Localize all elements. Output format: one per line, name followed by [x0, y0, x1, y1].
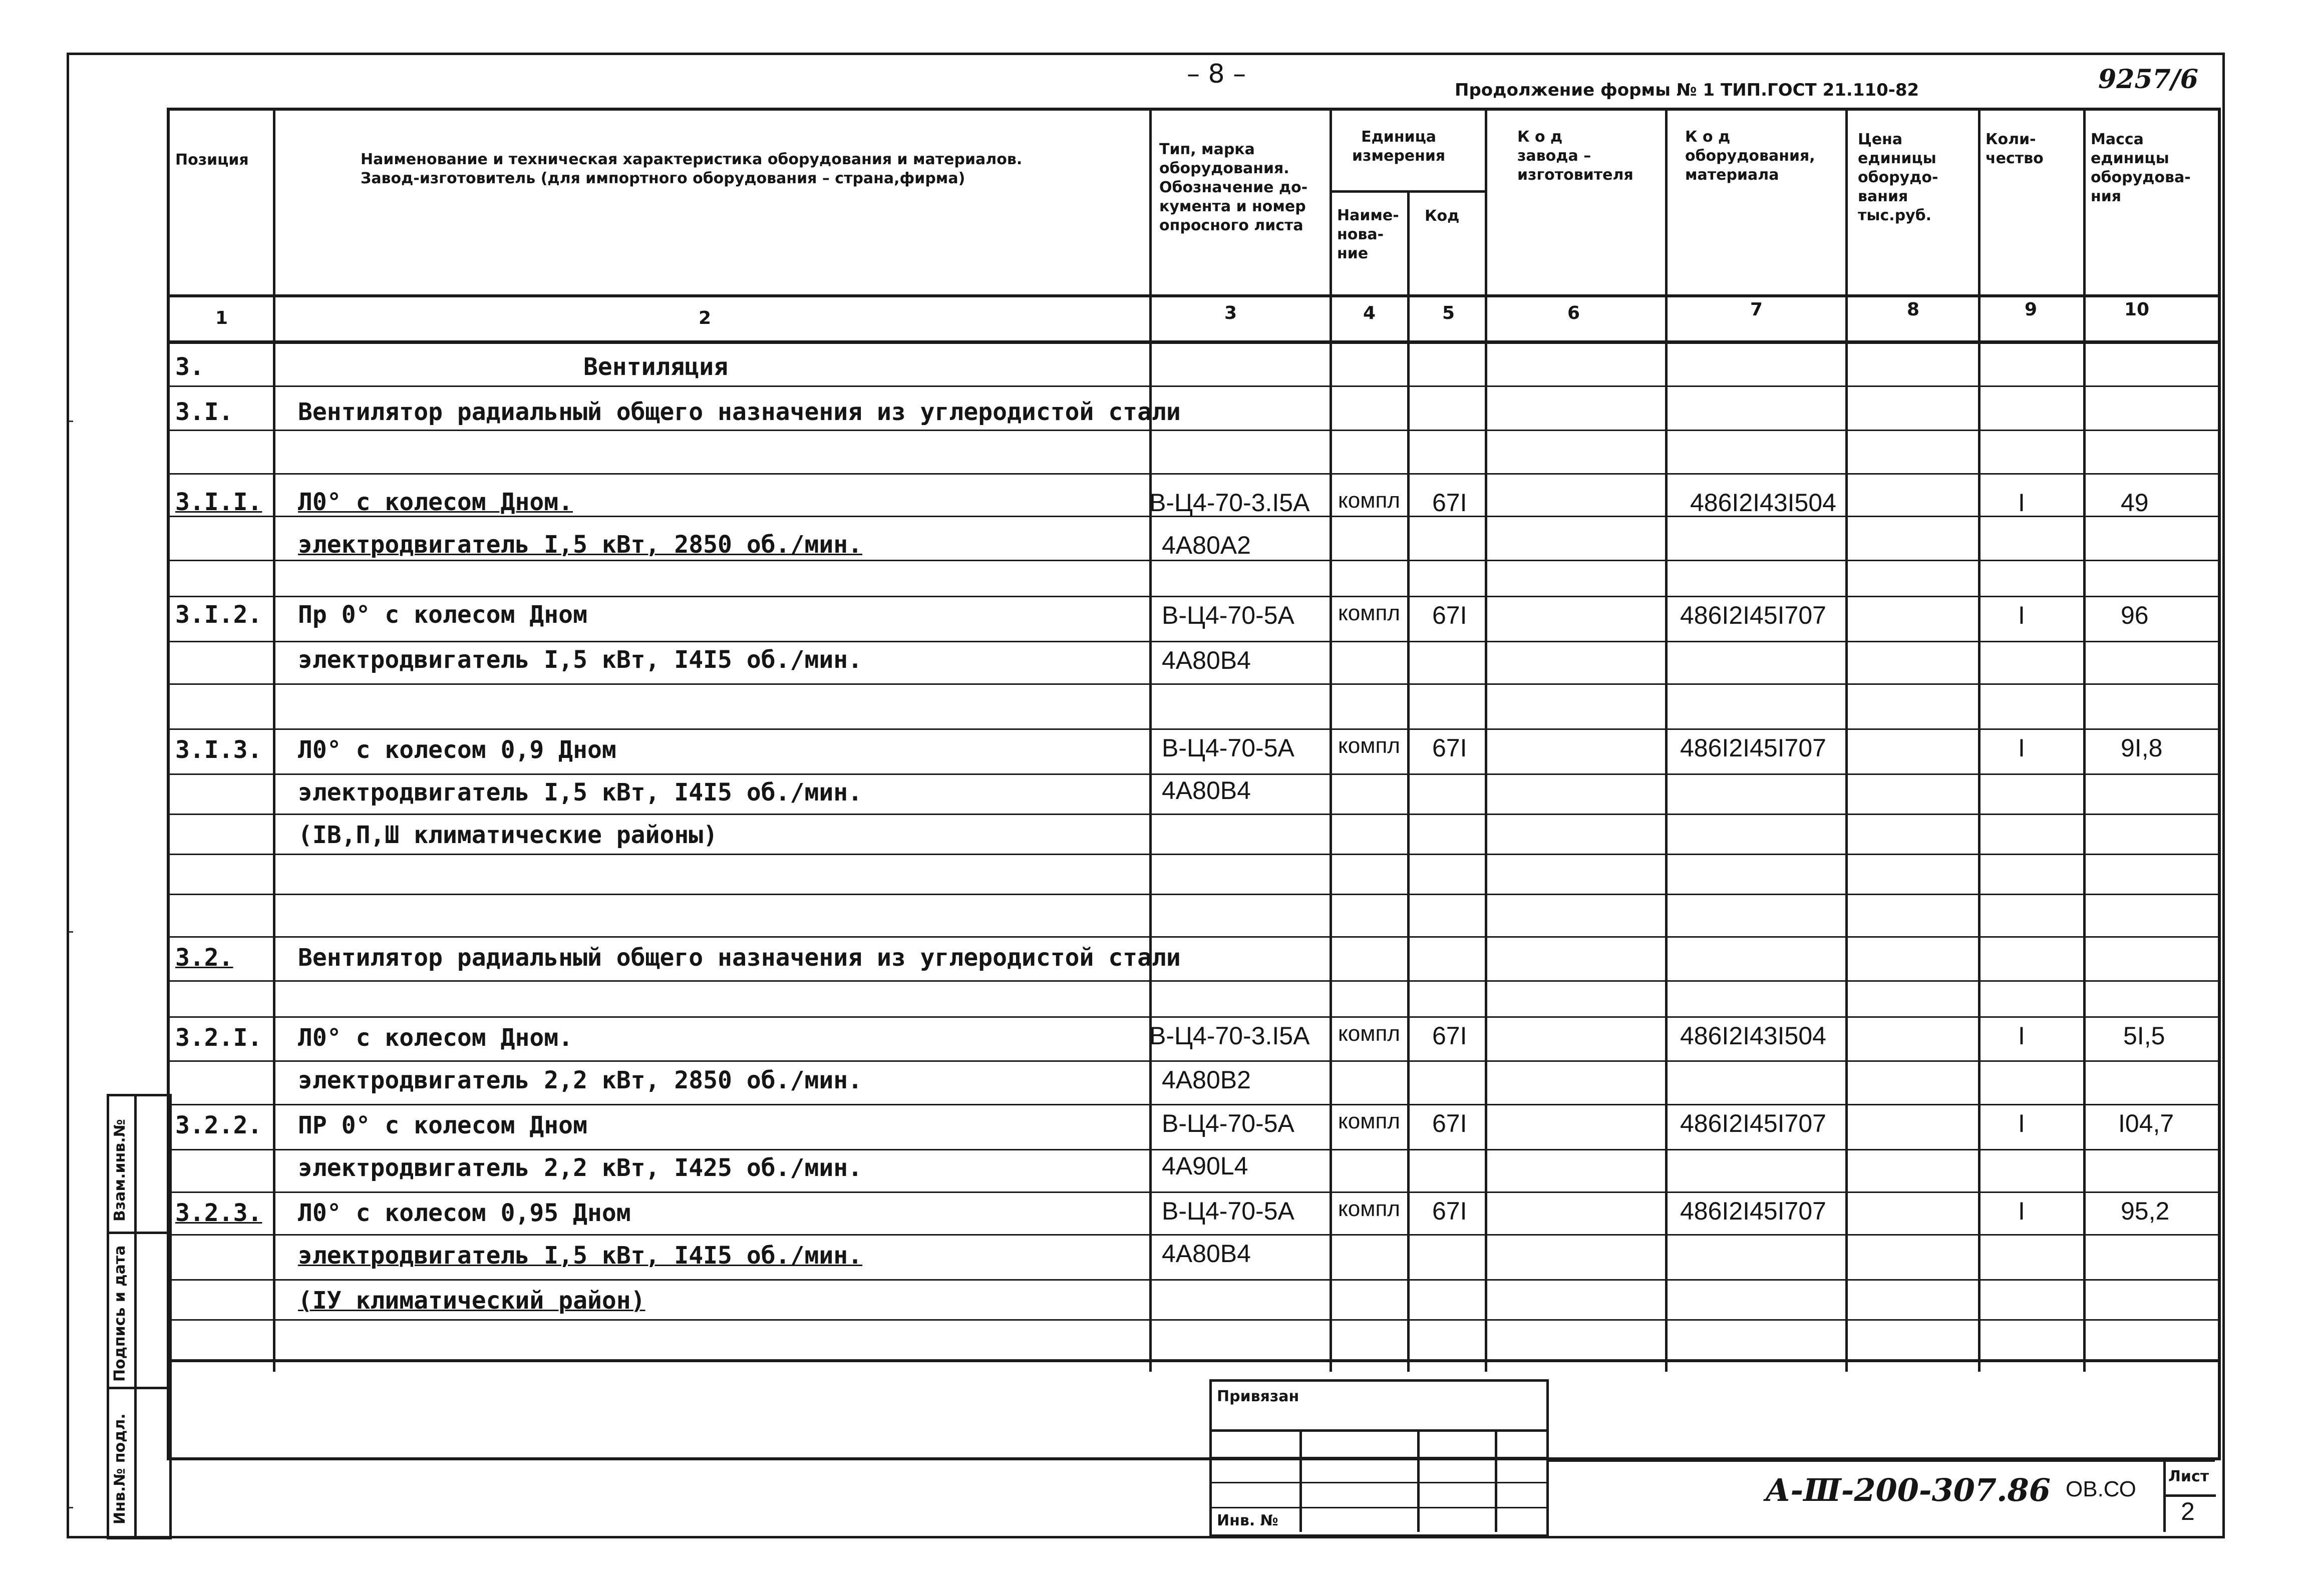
- row-name: электродвигатель 2,2 кВт, I425 об./мин.: [298, 1154, 863, 1182]
- col-header-unit-code: Код: [1425, 207, 1460, 225]
- row-type: В-Ц4-70-5А: [1162, 1109, 1294, 1137]
- col-number-7: 7: [1750, 299, 1763, 320]
- row-position: 3.2.3.: [175, 1199, 262, 1227]
- row-quantity: I: [2018, 1109, 2025, 1137]
- col-number-3: 3: [1224, 303, 1237, 323]
- row-unit-code: 67I: [1432, 734, 1467, 762]
- row-position: 3.: [175, 353, 204, 381]
- col-number-10: 10: [2124, 299, 2150, 320]
- row-position: 3.2.I.: [175, 1024, 262, 1052]
- bound-label: Привязан: [1217, 1388, 1299, 1405]
- row-name: электродвигатель I,5 кВт, I4I5 об./мин.: [298, 646, 863, 674]
- row-material-code: 486I2I45I707: [1680, 734, 1826, 762]
- row-name: Л0° с колесом 0,95 Дном: [298, 1199, 631, 1227]
- row-type: В-Ц4-70-5А: [1162, 601, 1294, 629]
- row-unit: компл: [1338, 1021, 1400, 1046]
- col-header-unit-name: Наиме- нова- ние: [1337, 207, 1399, 262]
- col-number-2: 2: [699, 308, 712, 328]
- row-name: электродвигатель I,5 кВт, 2850 об./мин.: [298, 531, 863, 559]
- col-number-4: 4: [1363, 303, 1376, 323]
- row-position: 3.I.2.: [175, 601, 262, 629]
- row-material-code: 486I2I45I707: [1680, 1197, 1826, 1225]
- col-number-6: 6: [1567, 303, 1580, 323]
- row-unit: компл: [1338, 488, 1400, 513]
- row-mass: I04,7: [2118, 1109, 2174, 1137]
- sheet-label: Лист: [2168, 1468, 2209, 1485]
- row-name: ПР 0° с колесом Дном: [298, 1111, 587, 1139]
- row-quantity: I: [2018, 734, 2025, 762]
- doc-suffix: ОВ.СО: [2066, 1477, 2136, 1501]
- form-continuation: Продолжение формы № 1 ТИП.ГОСТ 21.110-82: [1455, 80, 1919, 100]
- row-type: 4А80А2: [1162, 531, 1251, 559]
- row-quantity: I: [2018, 1022, 2025, 1050]
- row-material-code: 486I2I43I504: [1690, 489, 1836, 517]
- side-stamp-inv-original: Инв.№ подл.: [111, 1413, 129, 1524]
- col-number-9: 9: [2025, 299, 2038, 320]
- row-position: 3.I.3.: [175, 736, 262, 764]
- row-quantity: I: [2018, 601, 2025, 629]
- row-name: Вентилятор радиальный общего назначения из углеродистой стали: [298, 944, 1181, 972]
- row-position: 3.2.2.: [175, 1111, 262, 1139]
- page-number: – 8 –: [1187, 59, 1246, 89]
- col-header-mass: Масса единицы оборудова- ния: [2091, 131, 2191, 205]
- side-stamp-replaces-inv: Взам.инв.№: [111, 1119, 129, 1222]
- row-unit: компл: [1338, 1109, 1400, 1133]
- row-mass: 5I,5: [2123, 1022, 2165, 1050]
- row-type: В-Ц4-70-3.I5А: [1149, 489, 1310, 517]
- row-unit-code: 67I: [1432, 1109, 1467, 1137]
- row-unit: компл: [1338, 1196, 1400, 1221]
- inv-label: Инв. №: [1217, 1512, 1278, 1529]
- row-name: Вентилятор радиальный общего назначения из углеродистой стали: [298, 398, 1181, 426]
- row-material-code: 486I2I45I707: [1680, 1109, 1826, 1137]
- row-name: Вентиляция: [583, 353, 728, 381]
- row-name: Л0° с колесом Дном.: [298, 488, 573, 516]
- row-mass: 96: [2121, 601, 2149, 629]
- row-unit: компл: [1338, 601, 1400, 625]
- row-mass: 9I,8: [2121, 734, 2163, 762]
- row-type: В-Ц4-70-5А: [1162, 1197, 1294, 1225]
- row-name: электродвигатель 2,2 кВт, 2850 об./мин.: [298, 1066, 863, 1094]
- side-stamp-signature-date: Подпись и дата: [111, 1245, 129, 1382]
- row-name: (IУ климатический район): [298, 1287, 645, 1315]
- row-type: 4А80В2: [1162, 1066, 1251, 1094]
- row-quantity: I: [2018, 489, 2025, 517]
- row-quantity: I: [2018, 1197, 2025, 1225]
- row-mass: 49: [2121, 489, 2149, 517]
- row-unit-code: 67I: [1432, 1022, 1467, 1050]
- row-type: 4А80В4: [1162, 776, 1251, 805]
- col-header-material-code: К о д оборудования, материала: [1685, 128, 1815, 184]
- col-header-quantity: Коли- чество: [1986, 131, 2044, 167]
- row-unit-code: 67I: [1432, 1197, 1467, 1225]
- row-mass: 95,2: [2121, 1197, 2170, 1225]
- row-position: 3.2.: [175, 944, 233, 972]
- row-material-code: 486I2I43I504: [1680, 1022, 1826, 1050]
- row-name: электродвигатель I,5 кВт, I4I5 об./мин.: [298, 1242, 863, 1270]
- row-type: 4А80В4: [1162, 646, 1251, 674]
- col-header-position: Позиция: [175, 151, 249, 169]
- sheet-code: 9257/6: [2098, 64, 2198, 95]
- row-position: 3.I.: [175, 398, 233, 426]
- row-name: электродвигатель I,5 кВт, I4I5 об./мин.: [298, 778, 863, 807]
- sheet-number: 2: [2181, 1497, 2195, 1525]
- row-type: 4А90L4: [1162, 1152, 1248, 1180]
- col-number-8: 8: [1907, 299, 1920, 320]
- col-header-type: Тип, марка оборудования. Обозначение до- кумента и номер опросного листа: [1159, 141, 1308, 234]
- col-number-1: 1: [215, 308, 228, 328]
- row-material-code: 486I2I45I707: [1680, 601, 1826, 629]
- col-header-unit: Единица измерения: [1352, 128, 1446, 165]
- doc-code: А-Ⅲ-200-307.86: [1765, 1472, 2051, 1508]
- row-position: 3.I.I.: [175, 488, 262, 516]
- row-type: В-Ц4-70-3.I5А: [1149, 1022, 1310, 1050]
- col-header-price: Цена единицы оборудо- вания тыс.руб.: [1858, 131, 1938, 224]
- row-name: (IВ,П,Ш климатические районы): [298, 821, 718, 849]
- row-name: Пр 0° с колесом Дном: [298, 601, 587, 629]
- row-unit-code: 67I: [1432, 489, 1467, 517]
- row-unit: компл: [1338, 733, 1400, 758]
- col-number-5: 5: [1442, 303, 1455, 323]
- row-unit-code: 67I: [1432, 601, 1467, 629]
- row-name: Л0° с колесом 0,9 Дном: [298, 736, 616, 764]
- col-header-name: Наименование и техническая характеристика оборудования и материалов. Завод-изготовитель (для импортного оборудования – страна,фирма): [361, 151, 1023, 187]
- col-header-manufacturer-code: К о д завода – изготовителя: [1517, 128, 1633, 184]
- row-name: Л0° с колесом Дном.: [298, 1024, 573, 1052]
- row-type: 4А80В4: [1162, 1240, 1251, 1268]
- row-type: В-Ц4-70-5А: [1162, 734, 1294, 762]
